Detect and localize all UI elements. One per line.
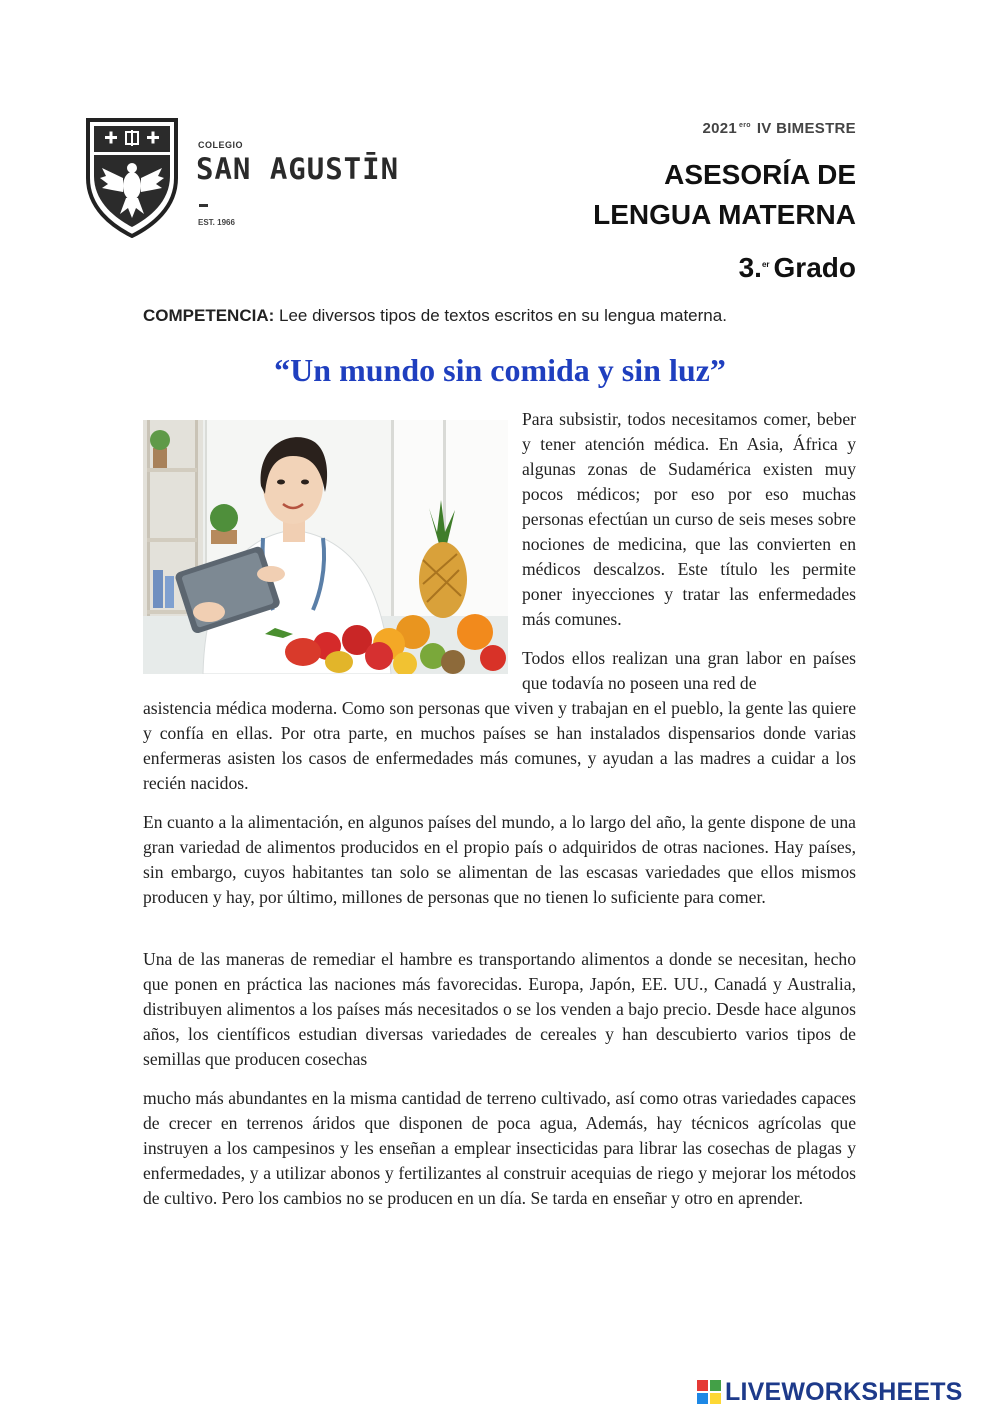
paragraph-2-continued: asistencia médica moderna. Como son personas que viven y trabajan en el pueblo, la gente las quiere y confía en ellas. Por otra parte, en muchos países se han instalados dispensarios donde varias enfermeras asisten los casos de enfermedades más comunes, y ayudan a las madres a cuidar a los recién nacidos. — [143, 698, 856, 793]
header-period — [702, 120, 856, 138]
paragraph-1: Para subsistir, todos necesitamos comer, beber y tener atención médica. En Asia, África y algunas zonas de Sudamérica existen muy pocos médicos; por eso por eso muchas personas efectúan un curso de seis meses sobre nociones de medicina, que las convierten en médicos descalzos. Este título les permite poner inyecciones y tratar las enfermedades más comunes. — [522, 409, 856, 629]
competencia — [143, 306, 727, 326]
doctor-with-fruits-image — [143, 420, 508, 674]
liveworksheets-logo-icon — [697, 1380, 721, 1404]
reading-title: “Un mundo sin comida y sin luz” — [274, 352, 726, 388]
year: 2021 — [702, 120, 738, 137]
title-line-1: ASESORÍA DE — [664, 159, 856, 190]
school-logo — [86, 116, 426, 238]
competencia-label: COMPETENCIA: — [143, 306, 275, 325]
logo-divider — [199, 204, 208, 207]
college-name: SAN AGUSTĪN — [196, 152, 400, 186]
college-established: EST. 1966 — [198, 218, 235, 227]
competencia-text: Lee diversos tipos de textos escritos en su lengua materna. — [274, 306, 727, 325]
period: IV BIMESTRE — [756, 120, 856, 137]
grade-word: Grado — [773, 252, 856, 283]
page-title — [593, 155, 856, 235]
title-line-2: LENGUA MATERNA — [593, 199, 856, 230]
year-superscript: ero — [739, 122, 751, 129]
college-label: COLEGIO — [198, 140, 244, 150]
liveworksheets-brand — [697, 1378, 997, 1408]
paragraph-4: Una de las maneras de remediar el hambre es transportando alimentos a donde se necesitan, hecho que ponen en práctica las naciones más favorecidas. Europa, Japón, EE. UU., Canadá y Australia, distribuyen alimentos a los países más necesitados o se los venden a bajo precio. Desde hace algunos años, los científicos estudian diversas variedades de cereales y han descubierto varios tipos de semillas que producen cosechas — [143, 949, 856, 1069]
grade — [739, 252, 856, 284]
grade-superscript: er — [761, 259, 770, 269]
year-line — [702, 120, 856, 137]
paragraph-2-start: Todos ellos realizan una gran labor en países que todavía no poseen una red de — [522, 648, 856, 693]
paragraph-3: En cuanto a la alimentación, en algunos países del mundo, a lo largo del año, la gente dispone de una gran variedad de alimentos producidos en el propio país o adquiridos de otras naciones. Hay países, sin embargo, cuyos habitantes tan solo se alimentan de las escasas variedades que ellos mismos producen y hay, por último, millones de personas que no tienen lo suficiente para comer. — [143, 812, 856, 907]
grade-number: 3. — [738, 252, 762, 283]
shield-crest-icon — [86, 116, 178, 238]
paragraph-5: mucho más abundantes en la misma cantidad de terreno cultivado, así como otras variedades capaces de crecer en terrenos áridos que disponen de poca agua, Además, hay técnicos agrícolas que instruyen a los campesinos y les enseñan a emplear insecticidas para librar las cosechas de plagas y enfermedades, y a utilizar abonos y fertilizantes al construir acequias de riego y mejorar los métodos de cultivo. Pero los cambios no se producen en un día. Se tarda en enseñar y otro en aprender. — [143, 1088, 856, 1208]
brand-text: LIVEWORKSHEETS — [725, 1378, 963, 1406]
